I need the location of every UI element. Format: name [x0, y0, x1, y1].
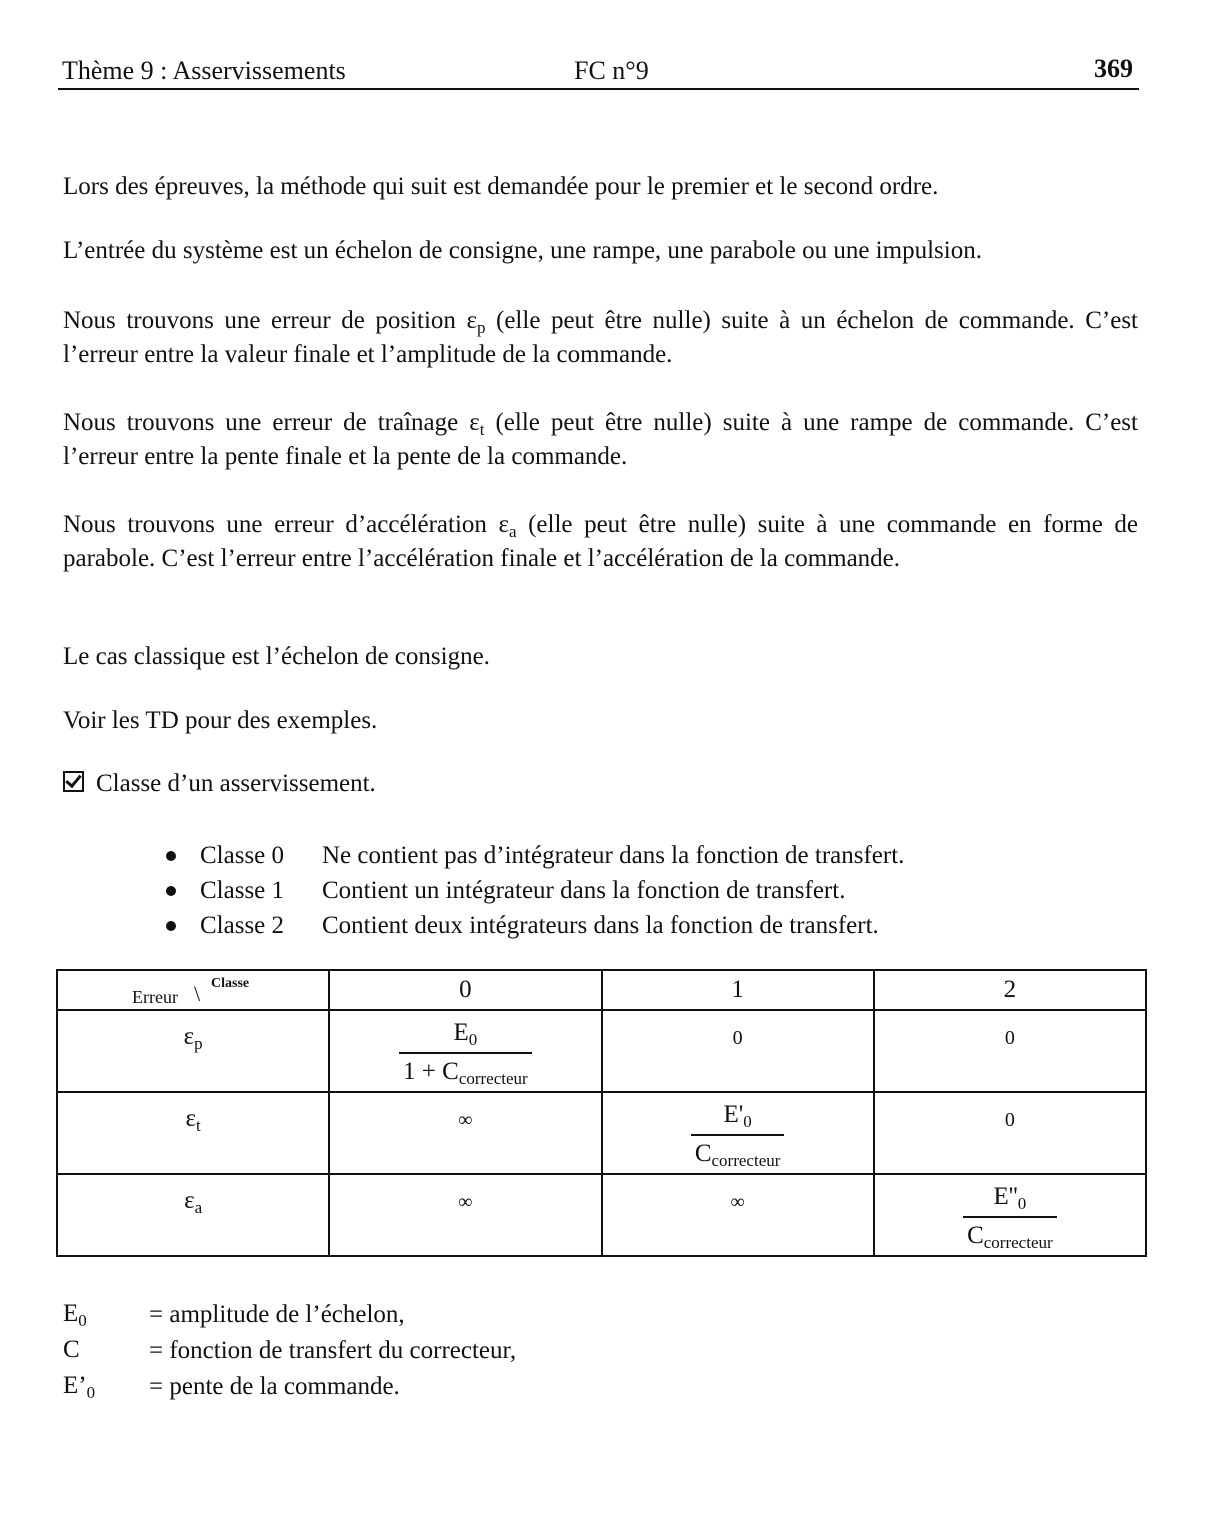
subscript: correcteur [983, 1233, 1053, 1252]
row-header [57, 1010, 329, 1092]
definitions-list [63, 1297, 516, 1405]
term: E'' [993, 1183, 1018, 1210]
list-item [166, 908, 904, 943]
table-cell [329, 1174, 601, 1256]
definition-text: = amplitude de l’échelon, [149, 1301, 405, 1328]
list-item [166, 838, 904, 873]
class-description: Contient deux intégrateurs dans la fonction de transfert. [322, 911, 879, 939]
table-cell [874, 1010, 1146, 1092]
table-row [57, 1010, 1146, 1092]
column-header: 0 [329, 970, 601, 1010]
epsilon: ε [183, 1023, 195, 1050]
denominator [963, 1218, 1057, 1253]
table-cell [874, 1174, 1146, 1256]
cell-value: ∞ [730, 1191, 745, 1213]
cell-value: 0 [1004, 1109, 1015, 1131]
list-item [166, 873, 904, 908]
bullet-icon [166, 851, 176, 861]
paragraph-methode: Lors des épreuves, la méthode qui suit est demandée pour le premier et le second ordre. [63, 173, 939, 200]
class-list [166, 838, 904, 943]
class-name: Classe 2 [200, 911, 285, 939]
class-name: Classe 0 [200, 841, 285, 869]
corner-separator: \ [194, 981, 201, 1006]
table-cell [329, 1092, 601, 1174]
column-header: 1 [602, 970, 874, 1010]
term: E [453, 1019, 469, 1046]
epsilon: ε [185, 1105, 196, 1132]
corner-row-label: Erreur [132, 987, 178, 1007]
subscript: p [194, 1034, 203, 1053]
text-fragment: (elle peut être nulle) suite à une rampe de commande. C’est l’erreur entre la pente finale et la pente de la commande. [63, 409, 1138, 470]
definition-item [63, 1297, 516, 1333]
row-header [57, 1092, 329, 1174]
bullet-icon [166, 886, 176, 896]
paragraph-cas-classique: Le cas classique est l’échelon de consigne. [63, 643, 490, 670]
cell-value: ∞ [458, 1109, 473, 1131]
page-header [58, 52, 1139, 90]
text-fragment: (elle peut être nulle) suite à un échelon de commande. C’est l’erreur entre la valeur finale et l’amplitude de la commande. [63, 307, 1138, 368]
definition-item [63, 1333, 516, 1369]
text-fragment: Nous trouvons une erreur d’accélération ε [63, 511, 509, 538]
table-cell [874, 1092, 1146, 1174]
class-description: Ne contient pas d’intégrateur dans la fonction de transfert. [322, 841, 905, 869]
subscript: t [196, 1116, 201, 1135]
subscript: 0 [743, 1112, 752, 1131]
error-symbol [186, 1105, 201, 1136]
cell-value: 0 [732, 1027, 743, 1049]
text-fragment: (elle peut être nulle) suite à une commande en forme de parabole. C’est l’erreur entre l’accélération finale et l’accélération de la commande. [63, 511, 1138, 572]
cell-value: 0 [1004, 1027, 1015, 1049]
definition-text: = pente de la commande. [149, 1373, 400, 1400]
section-heading [63, 770, 376, 798]
definition-symbol [63, 1300, 149, 1331]
paragraph-entree: L’entrée du système est un échelon de consigne, une rampe, une parabole ou une impulsion. [63, 237, 982, 264]
table-cell [602, 1092, 874, 1174]
bullet-icon [166, 921, 176, 931]
table-row [57, 1092, 1146, 1174]
definition-symbol [63, 1336, 149, 1367]
epsilon: ε [184, 1187, 195, 1214]
term: C [967, 1222, 984, 1249]
fraction [963, 1183, 1057, 1253]
definition-symbol [63, 1372, 149, 1403]
class-name: Classe 1 [200, 876, 285, 904]
paragraph-erreur-position [63, 304, 1138, 372]
cell-value: ∞ [458, 1191, 473, 1213]
subscript: 0 [78, 1310, 87, 1330]
numerator [399, 1019, 532, 1054]
paragraph-erreur-acceleration [63, 508, 1138, 576]
error-symbol [184, 1023, 203, 1054]
term: E' [723, 1101, 744, 1128]
denominator [399, 1054, 532, 1089]
checked-box-icon [63, 771, 84, 792]
term: E’ [63, 1371, 87, 1399]
column-header: 2 [874, 970, 1146, 1010]
chapter-title: Thème 9 : Asservissements [62, 56, 346, 85]
definition-item [63, 1369, 516, 1405]
subscript: 0 [468, 1030, 478, 1049]
table-cell [602, 1010, 874, 1092]
table-header-row [57, 970, 1146, 1010]
numerator [691, 1101, 785, 1136]
term: 1 + C [403, 1058, 459, 1085]
subscript: a [508, 522, 517, 541]
numerator [963, 1183, 1057, 1218]
text-fragment: Nous trouvons une erreur de traînage ε [63, 409, 480, 436]
corner-cell [57, 970, 329, 1010]
sheet-id: FC n°9 [574, 56, 649, 85]
section-title: Classe d’un asservissement. [96, 770, 376, 797]
denominator [691, 1136, 785, 1171]
class-description: Contient un intégrateur dans la fonction de transfert. [322, 876, 846, 904]
term: C [694, 1140, 712, 1167]
table-cell [602, 1174, 874, 1256]
term: C [63, 1335, 80, 1363]
subscript: 0 [86, 1382, 96, 1402]
text-fragment: Nous trouvons une erreur de position ε [63, 307, 477, 334]
subscript: t [479, 420, 485, 439]
fraction [691, 1101, 785, 1171]
fraction [399, 1019, 532, 1089]
table-cell [329, 1010, 601, 1092]
error-table [56, 969, 1147, 1257]
subscript: correcteur [458, 1069, 528, 1088]
table-row [57, 1174, 1146, 1256]
subscript: a [194, 1198, 203, 1217]
subscript: p [476, 318, 486, 337]
error-symbol [184, 1187, 202, 1218]
paragraph-voir-td: Voir les TD pour des exemples. [63, 707, 378, 734]
paragraph-erreur-trainage [63, 406, 1138, 474]
subscript: 0 [1017, 1194, 1027, 1213]
row-header [57, 1174, 329, 1256]
corner-column-label: Classe [211, 976, 250, 991]
subscript: correcteur [711, 1151, 781, 1170]
definition-text: = fonction de transfert du correcteur, [149, 1337, 517, 1364]
page-number: 369 [1094, 54, 1133, 83]
term: E [63, 1299, 79, 1327]
